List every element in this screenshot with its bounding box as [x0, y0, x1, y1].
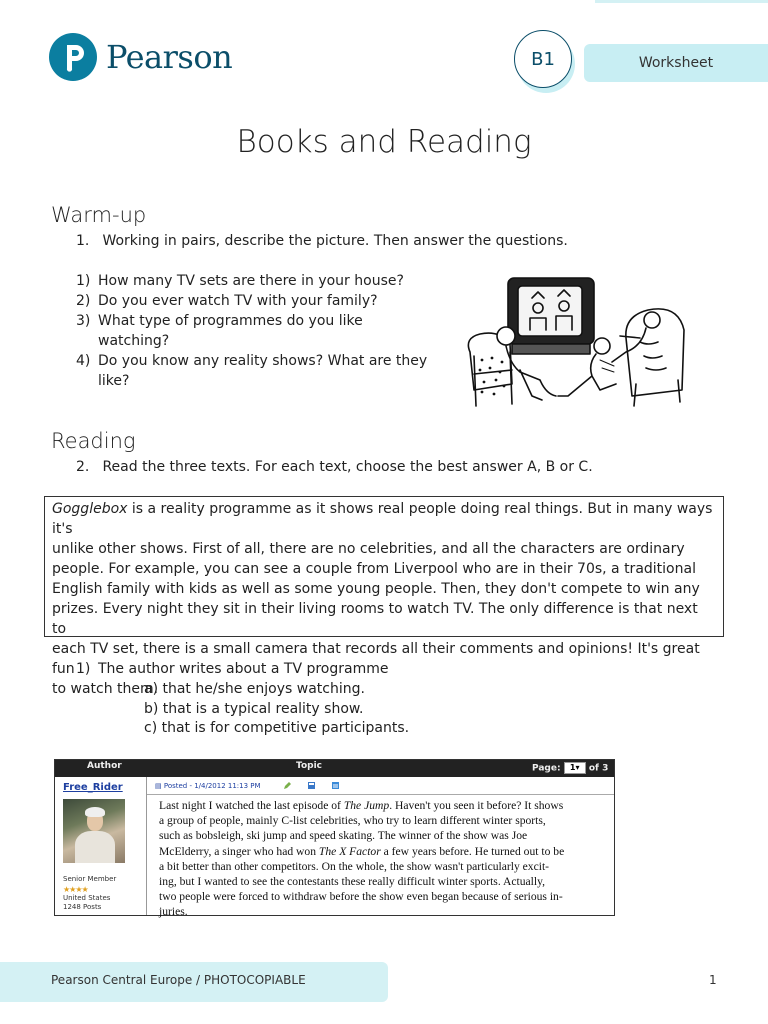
worksheet-label: Worksheet: [584, 44, 768, 82]
posted-date-text: Posted - 1/4/2012 11:13 PM: [163, 782, 261, 790]
question-number: 3): [76, 313, 91, 329]
text-line: English family with kids as well as some young people. Then, they don't compete to win any: [52, 581, 700, 597]
post-line: a bit better than other competitors. On the whole, the show wasn't particularly excit-: [159, 859, 550, 873]
question-number: 4): [76, 353, 91, 369]
text-line-content: is a reality programme as it shows real people doing real things. But in many ways it's: [52, 501, 713, 537]
reading-task-text: Read the three texts. For each text, choose the best answer A, B or C.: [102, 459, 593, 475]
text-line: to watch them.: [52, 681, 159, 697]
question-text-continued: watching?: [98, 333, 170, 349]
forum-header: [55, 760, 614, 777]
author-column-header: Author: [87, 761, 122, 771]
page-title: Books and Reading: [236, 124, 532, 160]
top-accent-bar: [595, 0, 768, 3]
question-text: How many TV sets are there in your house?: [98, 273, 404, 289]
post-line: juries.: [159, 905, 188, 919]
show-title: The X Factor: [318, 844, 381, 858]
question-text: What type of programmes do you like: [98, 313, 363, 329]
page-number: 1: [709, 973, 717, 987]
answer-option-a: a) that he/she enjoys watching.: [144, 681, 365, 697]
text-line: prizes. Every night they sit in their living rooms to watch TV. The only difference is that next to: [52, 601, 698, 637]
warmup-heading: Warm-up: [51, 203, 147, 227]
warmup-question: [76, 271, 404, 291]
quote-icon: [331, 781, 340, 790]
question-text-continued: like?: [98, 373, 130, 389]
post-line: two people were forced to withdraw before the show even began because of serious in-: [159, 890, 563, 904]
level-label: B1: [531, 48, 555, 70]
post-text: a few years before. He turned out to be: [380, 844, 565, 858]
warmup-task-text: Working in pairs, describe the picture. Then answer the questions.: [102, 233, 568, 249]
post-line: such as bobsleigh, ski jump and speed skating. The winner of the show was Joe: [159, 829, 528, 843]
reading-task: [76, 457, 593, 477]
question-number: 1): [76, 661, 91, 677]
answer-option-b: b) that is a typical reality show.: [144, 701, 364, 717]
question-number: 1): [76, 273, 91, 289]
footer-text: Pearson Central Europe / PHOTOCOPIABLE: [51, 973, 306, 987]
member-location: United States: [63, 894, 111, 902]
rank-stars-icon: ★★★★: [63, 885, 88, 894]
post-text: McElderry, a singer who had won: [159, 844, 319, 858]
pearson-logo: [49, 33, 232, 81]
text-line: people. For example, you can see a couple from Liverpool who are in their 70s, a traditional: [52, 561, 696, 577]
question-text: Do you ever watch TV with your family?: [98, 293, 378, 309]
avatar: [63, 799, 125, 863]
post-text: Last night I watched the last episode of: [159, 799, 344, 812]
page-total: of 3: [588, 763, 609, 774]
post-text: . Haven't you seen it before? It shows: [389, 799, 564, 812]
post-body: [159, 798, 599, 920]
page-label: Page:: [532, 763, 561, 774]
warmup-question: [76, 291, 378, 311]
text-line: unlike other shows. First of all, there are no celebrities, and all the characters are ordinary: [52, 541, 685, 557]
reading-heading: Reading: [51, 429, 136, 453]
post-line: ing, but I wanted to see the contestants these really difficult winter sports. Actually,: [159, 875, 546, 889]
brand-name: Pearson: [106, 38, 233, 76]
warmup-task: [76, 231, 568, 251]
member-rank: Senior Member: [63, 875, 117, 883]
question-stem: The author writes about a TV programme: [98, 661, 389, 677]
forum-post: [54, 759, 615, 919]
page-select: 1▾: [564, 762, 586, 774]
pearson-p-icon: [49, 33, 97, 81]
post-line: [159, 844, 599, 859]
question-1: [76, 659, 388, 679]
level-badge-ring: [514, 30, 572, 88]
family-watching-tv-illustration: [440, 264, 712, 416]
pagination: [532, 762, 608, 774]
post-divider: [147, 794, 614, 795]
reply-icon: [307, 781, 316, 790]
warmup-question: [76, 351, 427, 371]
member-posts: 1248 Posts: [63, 903, 102, 911]
gogglebox-title: Gogglebox: [52, 501, 128, 517]
author-column: [55, 777, 147, 915]
post-line: [159, 798, 599, 813]
edit-icon: [283, 781, 292, 790]
question-number: 2): [76, 293, 91, 309]
show-title: The Jump: [343, 799, 390, 812]
post-line: a group of people, mainly C-list celebrities, who try to learn different winter sports,: [159, 814, 546, 828]
warmup-question: [76, 311, 363, 331]
username-link: Free_Rider: [63, 782, 123, 793]
warmup-task-number: 1.: [76, 233, 90, 249]
level-badge: [514, 30, 578, 94]
text-line: each TV set, there is a small camera that records all their comments and opinions! It's great fun: [52, 641, 700, 677]
text-line: [52, 499, 716, 539]
page-select-value: 1: [569, 763, 576, 772]
posted-date: ▤ Posted - 1/4/2012 11:13 PM: [155, 782, 261, 790]
reading-task-number: 2.: [76, 459, 90, 475]
question-text: Do you know any reality shows? What are they: [98, 353, 428, 369]
answer-option-c: c) that is for competitive participants.: [144, 720, 410, 736]
topic-column-header: Topic: [296, 761, 322, 771]
